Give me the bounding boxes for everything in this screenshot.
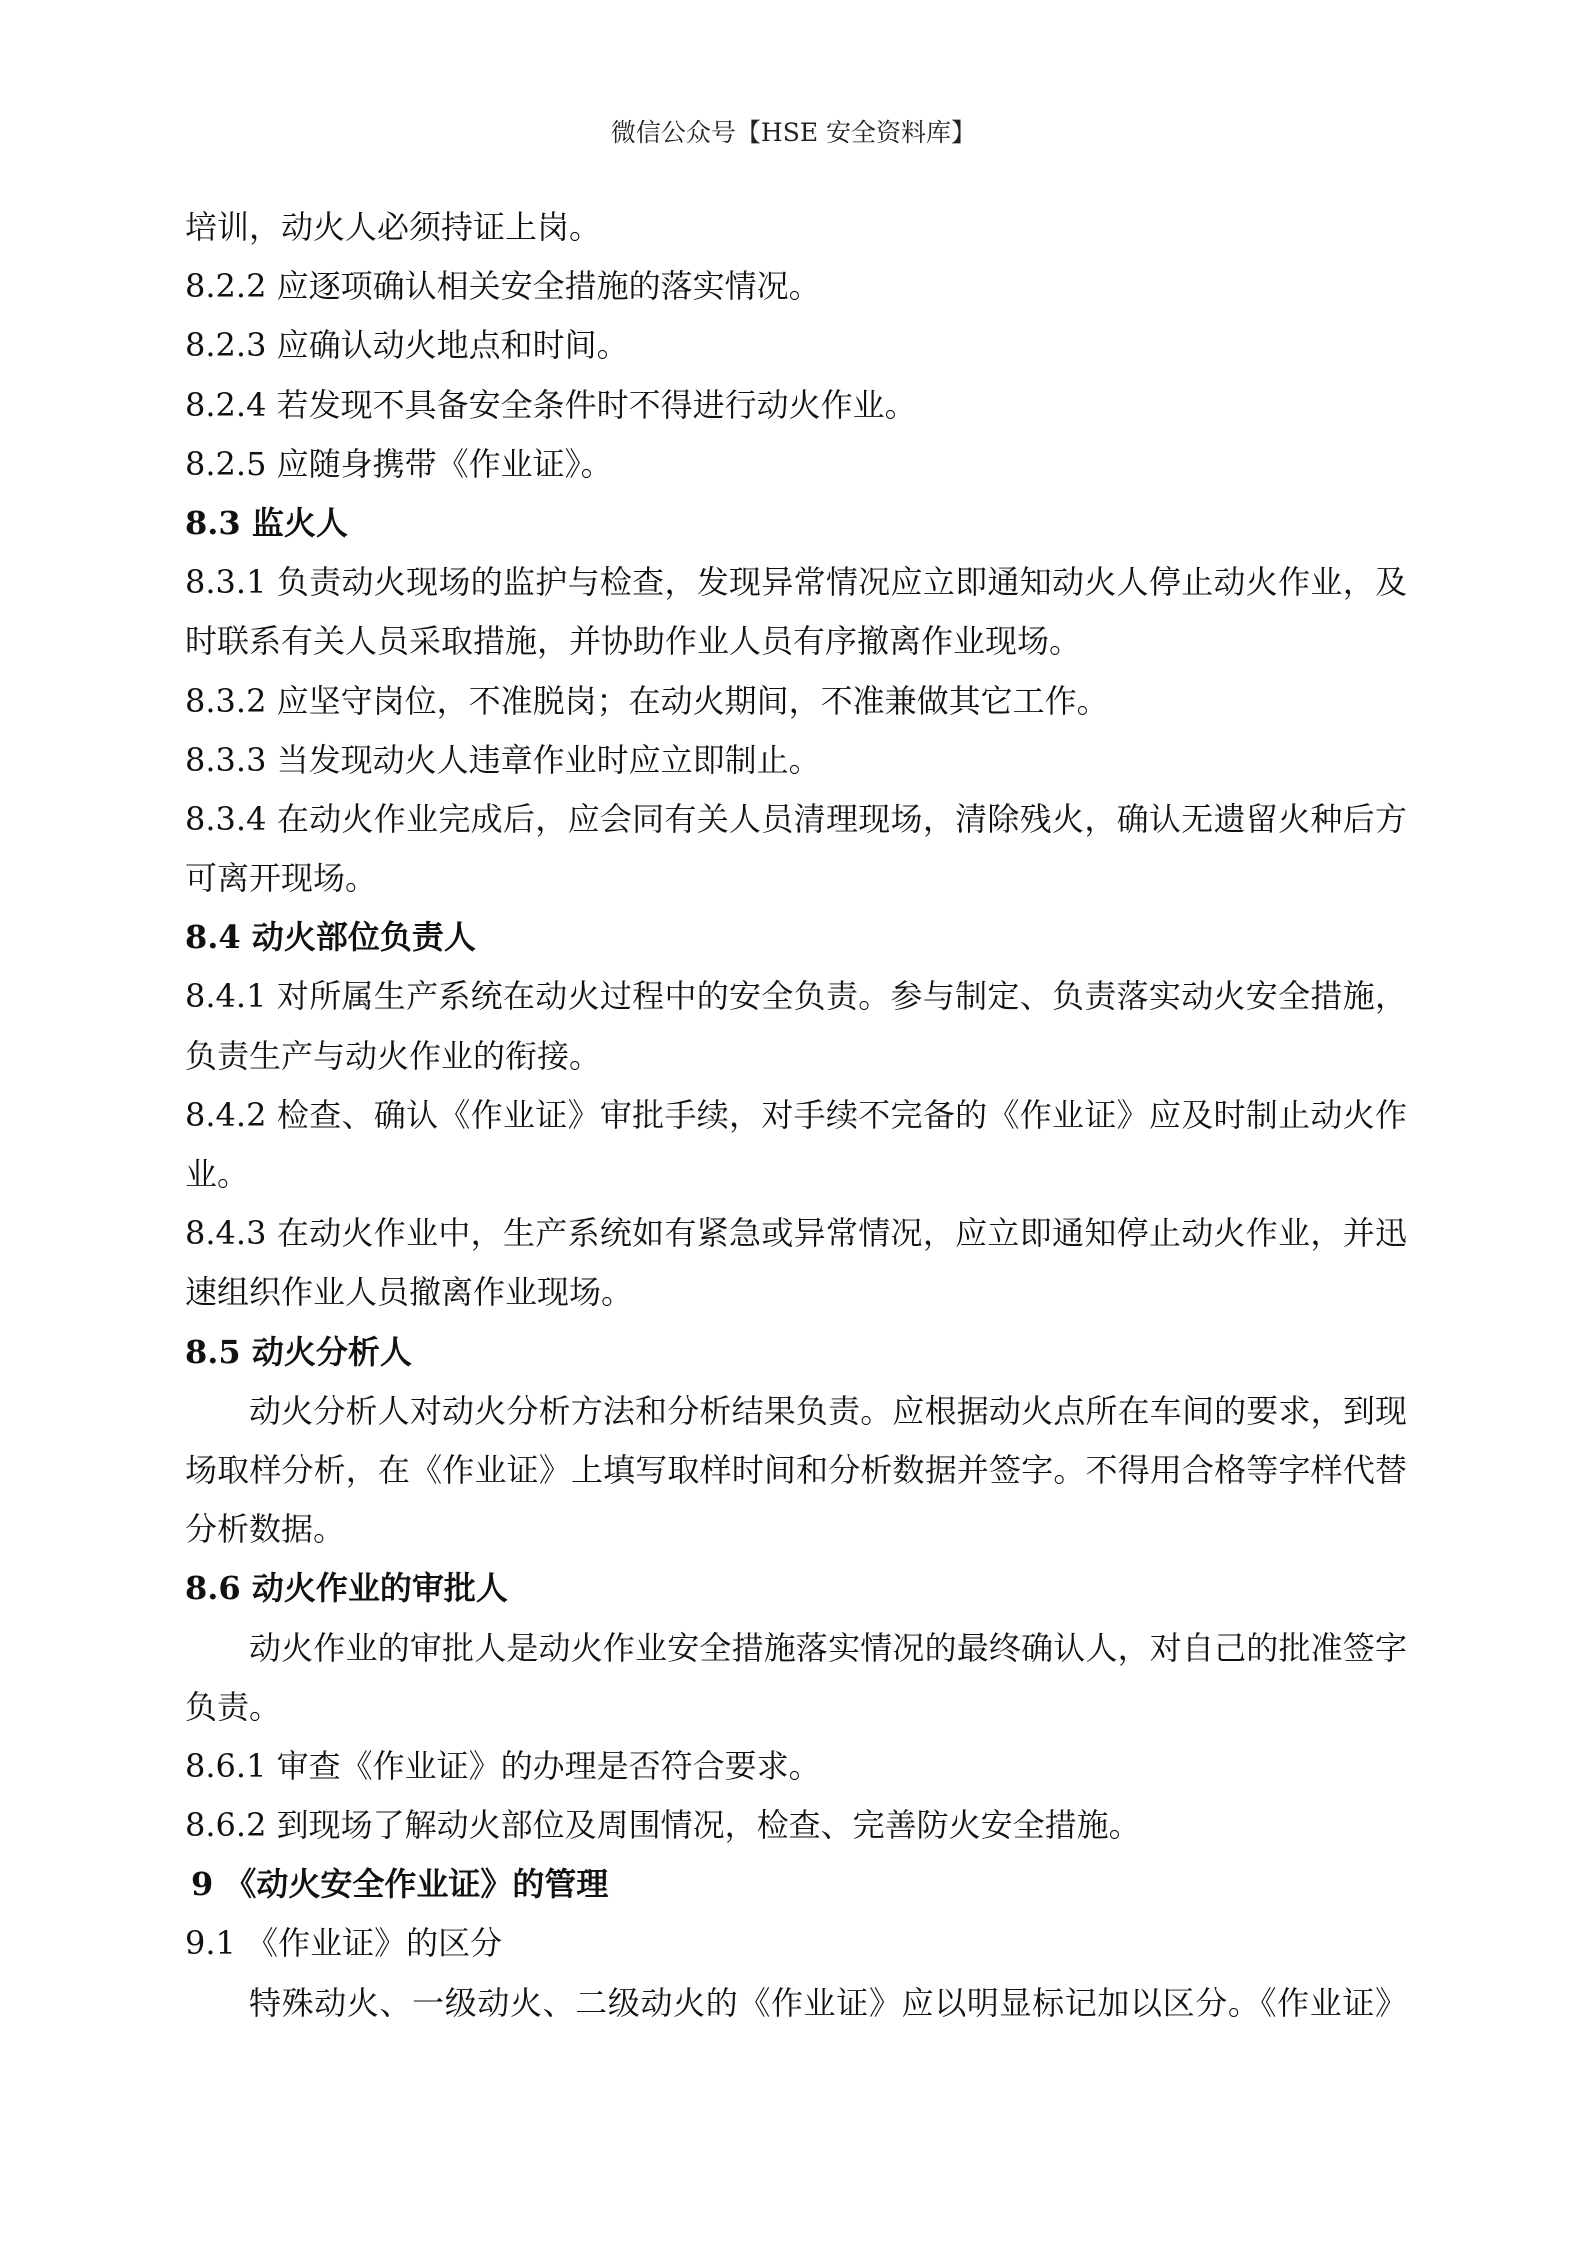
- clause-8-3-2: [185, 672, 1407, 731]
- text-line: 8.4.1 对所属生产系统在动火过程中的安全负责。参与制定、负责落实动火安全措施，: [185, 977, 1407, 1016]
- text-line: 负责生产与动火作业的衔接。: [185, 1036, 602, 1075]
- document-body: [185, 198, 1407, 2033]
- section-heading-8-6: [185, 1559, 1407, 1618]
- text-line: 特殊动火、一级动火、二级动火的《作业证》应以明显标记加以区分。《作业证》: [249, 1983, 1407, 2022]
- clause-8-2-2: [185, 257, 1407, 316]
- heading-line: 8.3 监火人: [185, 503, 348, 542]
- text-line: 8.3.4 在动火作业完成后，应会同有关人员清理现场，清除残火，确认无遗留火种后方: [185, 799, 1407, 838]
- text-line: 8.6.1 审查《作业证》的办理是否符合要求。: [185, 1746, 821, 1785]
- text-line: 培训，动火人必须持证上岗。: [185, 208, 602, 246]
- text-line: 8.4.3 在动火作业中，生产系统如有紧急或异常情况，应立即通知停止动火作业，并迅: [185, 1214, 1407, 1253]
- clause-8-4-1: [185, 967, 1407, 1085]
- clause-8-4-2: [185, 1086, 1407, 1204]
- clause-8-6-2: [185, 1796, 1407, 1855]
- clause-8-4-3: [185, 1204, 1407, 1322]
- text-line: 8.2.3 应确认动火地点和时间。: [185, 326, 629, 365]
- text-line: 8.4.2 检查、确认《作业证》审批手续，对手续不完备的《作业证》应及时制止动火作: [185, 1095, 1407, 1134]
- heading-line: 8.5 动火分析人: [185, 1332, 412, 1371]
- clause-8-3-3: [185, 731, 1407, 790]
- section-heading-9: [185, 1855, 1407, 1914]
- paragraph-8-6-body: [185, 1619, 1407, 1737]
- clause-8-3-4: [185, 790, 1407, 908]
- text-line: 8.3.2 应坚守岗位，不准脱岗；在动火期间，不准兼做其它工作。: [185, 681, 1109, 720]
- clause-9-1: [185, 1914, 1407, 1973]
- text-line: 动火分析人对动火分析方法和分析结果负责。应根据动火点所在车间的要求，到现: [249, 1391, 1407, 1430]
- clause-8-2-5: [185, 435, 1407, 494]
- text-line: 场取样分析，在《作业证》上填写取样时间和分析数据并签字。不得用合格等字样代替: [185, 1450, 1407, 1489]
- text-line: 负责。: [185, 1687, 282, 1726]
- text-line: 8.3.3 当发现动火人违章作业时应立即制止。: [185, 740, 821, 779]
- text-line: 8.2.4 若发现不具备安全条件时不得进行动火作业。: [185, 385, 917, 424]
- page-header: 微信公众号【HSE 安全资料库】: [610, 118, 977, 147]
- text-line: 8.2.5 应随身携带《作业证》。: [185, 444, 613, 483]
- section-heading-8-4: [185, 908, 1407, 967]
- text-line: 分析数据。: [185, 1510, 346, 1549]
- paragraph-8-5-body: [185, 1382, 1407, 1560]
- text-line: 速组织作业人员撤离作业现场。: [185, 1273, 634, 1312]
- heading-line: 8.4 动火部位负责人: [185, 918, 476, 957]
- section-heading-8-3: [185, 494, 1407, 553]
- paragraph-9-1-body: [185, 1974, 1407, 2033]
- text-line: 8.6.2 到现场了解动火部位及周围情况，检查、完善防火安全措施。: [185, 1806, 1141, 1845]
- clause-8-2-1-continued: [185, 198, 1407, 257]
- clause-8-2-4: [185, 376, 1407, 435]
- text-line: 8.3.1 负责动火现场的监护与检查，发现异常情况应立即通知动火人停止动火作业，及: [185, 563, 1407, 602]
- clause-8-3-1: [185, 553, 1407, 671]
- text-line: 可离开现场。: [185, 859, 378, 898]
- text-line: 9.1 《作业证》的区分: [185, 1924, 503, 1963]
- text-line: 动火作业的审批人是动火作业安全措施落实情况的最终确认人，对自己的批准签字: [249, 1628, 1407, 1667]
- text-line: 8.2.2 应逐项确认相关安全措施的落实情况。: [185, 267, 821, 306]
- text-line: 业。: [185, 1155, 250, 1193]
- clause-8-6-1: [185, 1737, 1407, 1796]
- section-heading-8-5: [185, 1323, 1407, 1382]
- text-line: 时联系有关人员采取措施，并协助作业人员有序撤离作业现场。: [185, 622, 1082, 661]
- heading-line: 8.6 动火作业的审批人: [185, 1569, 508, 1608]
- heading-line: 9 《动火安全作业证》的管理: [191, 1865, 609, 1904]
- clause-8-2-3: [185, 316, 1407, 375]
